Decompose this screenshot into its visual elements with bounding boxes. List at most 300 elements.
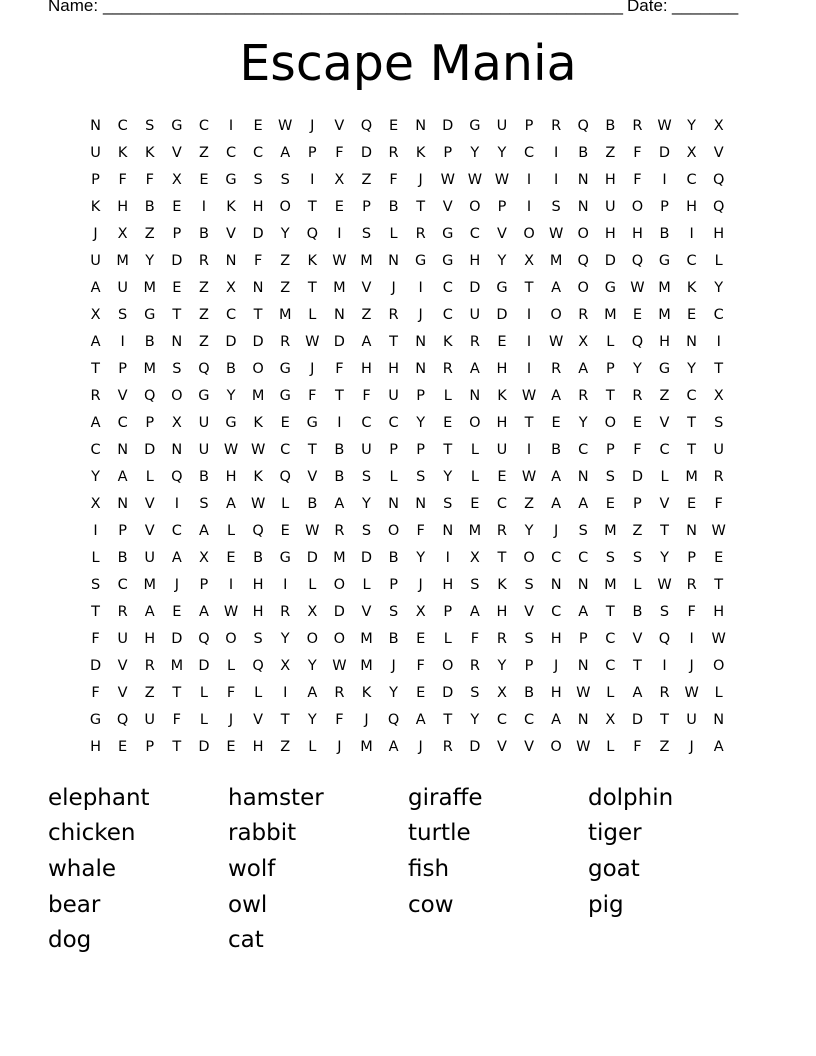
grid-letter[interactable]: U [388, 387, 399, 404]
grid-letter[interactable]: B [578, 144, 589, 161]
grid-letter[interactable]: Y [497, 657, 507, 674]
grid-letter[interactable]: Y [280, 225, 290, 242]
grid-letter[interactable]: T [91, 603, 100, 620]
grid-letter[interactable]: E [199, 171, 209, 188]
grid-letter[interactable]: N [388, 495, 399, 512]
grid-letter[interactable]: L [660, 468, 669, 485]
grid-letter[interactable]: N [415, 360, 427, 377]
grid-letter[interactable]: S [416, 468, 426, 485]
grid-letter[interactable]: Q [712, 198, 725, 215]
grid-letter[interactable]: S [578, 522, 588, 539]
grid-letter[interactable]: H [252, 576, 264, 593]
grid-letter[interactable]: B [117, 549, 128, 566]
grid-letter[interactable]: Y [497, 144, 507, 161]
grid-letter[interactable]: W [305, 333, 320, 350]
grid-letter[interactable]: E [551, 414, 561, 431]
grid-letter[interactable]: C [117, 414, 128, 431]
grid-letter[interactable]: V [361, 279, 372, 296]
grid-letter[interactable]: D [658, 144, 671, 161]
grid-letter[interactable]: G [198, 387, 210, 404]
grid-letter[interactable]: F [335, 144, 344, 161]
grid-letter[interactable]: Q [198, 630, 210, 647]
grid-letter[interactable]: X [90, 495, 101, 512]
grid-letter[interactable]: S [361, 225, 372, 242]
grid-letter[interactable]: T [524, 414, 534, 431]
grid-letter[interactable]: P [605, 360, 615, 377]
grid-letter[interactable]: I [526, 171, 532, 188]
grid-letter[interactable]: M [333, 279, 346, 296]
grid-letter[interactable]: P [145, 414, 155, 431]
grid-letter[interactable]: Z [198, 279, 209, 296]
grid-letter[interactable]: H [388, 360, 400, 377]
grid-letter[interactable]: M [278, 306, 292, 323]
grid-letter[interactable]: A [90, 414, 101, 431]
grid-letter[interactable]: G [469, 117, 481, 134]
grid-letter[interactable]: W [657, 117, 672, 134]
grid-letter[interactable]: O [577, 279, 589, 296]
grid-letter[interactable]: Q [360, 117, 373, 134]
grid-letter[interactable]: W [494, 171, 510, 188]
date-field[interactable]: _______ [672, 0, 739, 15]
grid-letter[interactable]: H [550, 684, 562, 701]
grid-letter[interactable]: Y [687, 360, 697, 377]
grid-letter[interactable]: B [198, 468, 209, 485]
grid-letter[interactable]: S [470, 576, 480, 593]
grid-letter[interactable]: V [307, 468, 318, 485]
grid-letter[interactable]: I [93, 522, 98, 539]
grid-letter[interactable]: H [604, 225, 616, 242]
grid-letter[interactable]: W [548, 225, 564, 242]
grid-letter[interactable]: R [415, 225, 426, 242]
grid-letter[interactable]: S [714, 414, 724, 431]
grid-letter[interactable]: H [686, 198, 698, 215]
grid-letter[interactable]: C [523, 711, 535, 728]
grid-letter[interactable]: W [278, 117, 293, 134]
grid-letter[interactable]: L [389, 225, 398, 242]
grid-letter[interactable]: T [660, 522, 669, 539]
grid-letter[interactable]: W [521, 387, 537, 404]
grid-letter[interactable]: D [306, 549, 318, 566]
grid-letter[interactable]: N [415, 495, 427, 512]
grid-letter[interactable]: Y [578, 414, 588, 431]
grid-letter[interactable]: D [333, 603, 345, 620]
grid-letter[interactable]: O [469, 414, 481, 431]
grid-letter[interactable]: Z [632, 522, 643, 539]
grid-letter[interactable]: R [144, 657, 155, 674]
grid-letter[interactable]: T [91, 360, 100, 377]
grid-letter[interactable]: S [199, 495, 209, 512]
grid-letter[interactable]: J [554, 657, 559, 674]
grid-letter[interactable]: R [578, 387, 589, 404]
grid-letter[interactable]: O [171, 387, 183, 404]
grid-letter[interactable]: D [631, 711, 643, 728]
grid-letter[interactable]: C [198, 117, 209, 134]
grid-letter[interactable]: K [226, 198, 236, 215]
grid-letter[interactable]: B [144, 198, 155, 215]
grid-letter[interactable]: Y [497, 252, 507, 269]
grid-letter[interactable]: F [470, 630, 480, 647]
grid-letter[interactable]: S [280, 171, 290, 188]
grid-letter[interactable]: I [554, 171, 559, 188]
grid-letter[interactable]: Q [252, 522, 264, 539]
grid-letter[interactable]: I [716, 333, 721, 350]
grid-letter[interactable]: A [226, 495, 236, 512]
grid-letter[interactable]: H [252, 603, 264, 620]
grid-letter[interactable]: N [469, 387, 481, 404]
grid-letter[interactable]: R [442, 738, 453, 755]
grid-letter[interactable]: S [90, 576, 101, 593]
grid-letter[interactable]: B [334, 441, 345, 458]
grid-letter[interactable]: X [469, 549, 480, 566]
grid-letter[interactable]: K [144, 144, 155, 161]
grid-letter[interactable]: R [469, 657, 480, 674]
grid-letter[interactable]: U [496, 441, 508, 458]
name-field[interactable]: _______________________________________________________ [103, 0, 624, 15]
grid-letter[interactable]: O [279, 198, 291, 215]
grid-letter[interactable]: F [253, 252, 263, 269]
grid-letter[interactable]: B [226, 360, 236, 377]
grid-letter[interactable]: T [687, 414, 697, 431]
grid-letter[interactable]: G [415, 252, 427, 269]
grid-letter[interactable]: S [605, 468, 615, 485]
grid-letter[interactable]: N [577, 198, 589, 215]
grid-letter[interactable]: Q [306, 225, 318, 242]
grid-letter[interactable]: D [442, 684, 454, 701]
grid-letter[interactable]: T [280, 711, 290, 728]
grid-letter[interactable]: C [605, 657, 616, 674]
grid-letter[interactable]: I [526, 360, 532, 377]
grid-letter[interactable]: O [712, 657, 725, 674]
grid-letter[interactable]: P [524, 117, 534, 134]
grid-letter[interactable]: I [689, 225, 694, 242]
grid-letter[interactable]: E [497, 333, 507, 350]
grid-letter[interactable]: X [415, 603, 426, 620]
grid-letter[interactable]: V [524, 603, 534, 620]
grid-letter[interactable]: A [713, 738, 724, 755]
grid-letter[interactable]: C [496, 495, 508, 512]
grid-letter[interactable]: F [91, 630, 100, 647]
grid-letter[interactable]: U [90, 252, 101, 269]
grid-letter[interactable]: K [361, 684, 372, 701]
grid-letter[interactable]: I [283, 576, 288, 593]
grid-letter[interactable]: Y [416, 414, 426, 431]
grid-letter[interactable]: R [632, 387, 643, 404]
grid-letter[interactable]: T [307, 198, 317, 215]
grid-letter[interactable]: J [554, 522, 559, 539]
grid-letter[interactable]: K [90, 198, 101, 215]
grid-letter[interactable]: L [254, 684, 263, 701]
grid-letter[interactable]: Y [443, 468, 453, 485]
grid-letter[interactable]: A [361, 333, 372, 350]
grid-letter[interactable]: V [171, 144, 182, 161]
grid-letter[interactable]: T [334, 387, 344, 404]
grid-letter[interactable]: R [117, 603, 128, 620]
grid-letter[interactable]: Q [577, 252, 589, 269]
grid-letter[interactable]: I [526, 198, 532, 215]
grid-letter[interactable]: W [467, 171, 483, 188]
grid-letter[interactable]: E [443, 414, 453, 431]
grid-letter[interactable]: T [416, 198, 426, 215]
grid-letter[interactable]: C [551, 603, 562, 620]
grid-letter[interactable]: S [361, 468, 372, 485]
grid-letter[interactable]: U [605, 198, 616, 215]
grid-letter[interactable]: L [443, 630, 452, 647]
grid-letter[interactable]: H [496, 360, 508, 377]
grid-letter[interactable]: F [226, 684, 236, 701]
grid-letter[interactable]: B [605, 117, 616, 134]
grid-letter[interactable]: X [90, 306, 101, 323]
grid-letter[interactable]: R [469, 333, 480, 350]
grid-letter[interactable]: A [469, 360, 480, 377]
grid-letter[interactable]: A [307, 684, 318, 701]
grid-letter[interactable]: J [418, 306, 423, 323]
grid-letter[interactable]: U [144, 711, 156, 728]
grid-letter[interactable]: I [526, 441, 532, 458]
grid-letter[interactable]: E [253, 117, 263, 134]
grid-letter[interactable]: D [442, 117, 454, 134]
grid-letter[interactable]: S [524, 630, 534, 647]
grid-letter[interactable]: J [174, 576, 179, 593]
grid-letter[interactable]: C [713, 306, 724, 323]
grid-letter[interactable]: Q [171, 468, 183, 485]
grid-letter[interactable]: S [443, 495, 453, 512]
grid-letter[interactable]: Q [144, 387, 156, 404]
grid-letter[interactable]: N [577, 468, 589, 485]
grid-letter[interactable]: Q [631, 333, 644, 350]
grid-letter[interactable]: N [171, 333, 183, 350]
grid-letter[interactable]: W [711, 630, 726, 647]
grid-letter[interactable]: T [605, 603, 615, 620]
grid-letter[interactable]: Z [361, 171, 372, 188]
grid-letter[interactable]: S [361, 522, 372, 539]
grid-letter[interactable]: D [89, 657, 102, 674]
grid-letter[interactable]: Z [605, 144, 616, 161]
grid-letter[interactable]: W [223, 603, 239, 620]
grid-letter[interactable]: T [172, 738, 182, 755]
grid-letter[interactable]: I [554, 144, 559, 161]
grid-letter[interactable]: E [280, 522, 290, 539]
grid-letter[interactable]: R [632, 117, 643, 134]
grid-letter[interactable]: R [496, 630, 507, 647]
grid-letter[interactable]: T [307, 441, 317, 458]
grid-letter[interactable]: F [335, 711, 344, 728]
grid-letter[interactable]: R [90, 387, 101, 404]
grid-letter[interactable]: J [689, 738, 694, 755]
grid-letter[interactable]: J [689, 657, 694, 674]
grid-letter[interactable]: L [389, 468, 398, 485]
grid-letter[interactable]: K [307, 252, 318, 269]
grid-letter[interactable]: V [496, 225, 507, 242]
grid-letter[interactable]: N [90, 117, 101, 134]
grid-letter[interactable]: C [442, 279, 453, 296]
grid-letter[interactable]: L [362, 576, 371, 593]
grid-letter[interactable]: K [686, 279, 697, 296]
grid-letter[interactable]: C [605, 630, 616, 647]
grid-letter[interactable]: Y [389, 684, 398, 701]
grid-letter[interactable]: V [226, 225, 236, 242]
grid-letter[interactable]: V [659, 495, 670, 512]
grid-letter[interactable]: N [171, 441, 183, 458]
grid-letter[interactable]: A [551, 279, 562, 296]
grid-letter[interactable]: N [713, 711, 725, 728]
grid-letter[interactable]: F [633, 171, 642, 188]
grid-letter[interactable]: C [686, 252, 697, 269]
grid-letter[interactable]: H [713, 603, 725, 620]
grid-letter[interactable]: T [389, 333, 398, 350]
grid-letter[interactable]: N [415, 117, 427, 134]
grid-letter[interactable]: T [714, 360, 724, 377]
grid-letter[interactable]: Y [362, 495, 371, 512]
grid-letter[interactable]: W [711, 522, 726, 539]
grid-letter[interactable]: N [577, 657, 589, 674]
grid-letter[interactable]: C [686, 171, 697, 188]
grid-letter[interactable]: Z [280, 279, 291, 296]
grid-letter[interactable]: R [442, 360, 453, 377]
grid-letter[interactable]: H [604, 171, 616, 188]
grid-letter[interactable]: V [442, 198, 453, 215]
grid-letter[interactable]: H [442, 576, 454, 593]
grid-letter[interactable]: Q [387, 711, 400, 728]
grid-letter[interactable]: S [524, 576, 534, 593]
grid-letter[interactable]: O [523, 225, 535, 242]
grid-letter[interactable]: G [279, 360, 291, 377]
grid-letter[interactable]: S [605, 549, 615, 566]
grid-letter[interactable]: C [469, 225, 480, 242]
grid-letter[interactable]: N [442, 522, 454, 539]
grid-letter[interactable]: S [659, 603, 670, 620]
grid-letter[interactable]: L [714, 252, 723, 269]
grid-letter[interactable]: H [252, 198, 264, 215]
grid-letter[interactable]: E [226, 738, 236, 755]
grid-letter[interactable]: B [524, 684, 535, 701]
grid-letter[interactable]: D [144, 441, 156, 458]
grid-letter[interactable]: Y [280, 630, 290, 647]
grid-letter[interactable]: A [198, 522, 209, 539]
grid-letter[interactable]: D [252, 225, 264, 242]
grid-letter[interactable]: E [416, 684, 426, 701]
grid-letter[interactable]: G [496, 279, 508, 296]
grid-letter[interactable]: N [252, 279, 264, 296]
grid-letter[interactable]: L [199, 711, 208, 728]
grid-letter[interactable]: Z [144, 225, 155, 242]
grid-letter[interactable]: X [171, 414, 182, 431]
grid-letter[interactable]: C [253, 144, 264, 161]
grid-letter[interactable]: V [361, 603, 372, 620]
grid-letter[interactable]: F [362, 387, 371, 404]
grid-letter[interactable]: M [143, 279, 156, 296]
grid-letter[interactable]: E [497, 468, 507, 485]
grid-letter[interactable]: P [389, 576, 398, 593]
grid-letter[interactable]: R [280, 603, 291, 620]
grid-letter[interactable]: D [469, 738, 481, 755]
grid-letter[interactable]: A [632, 684, 643, 701]
grid-letter[interactable]: X [713, 387, 724, 404]
grid-letter[interactable]: S [253, 171, 263, 188]
grid-letter[interactable]: H [550, 630, 562, 647]
grid-letter[interactable]: G [306, 414, 318, 431]
grid-letter[interactable]: Z [198, 333, 209, 350]
grid-letter[interactable]: X [524, 252, 535, 269]
grid-letter[interactable]: Q [198, 360, 210, 377]
grid-letter[interactable]: D [198, 738, 210, 755]
grid-letter[interactable]: Q [279, 468, 291, 485]
grid-letter[interactable]: W [630, 279, 645, 296]
grid-letter[interactable]: S [172, 360, 182, 377]
grid-letter[interactable]: T [660, 711, 669, 728]
grid-letter[interactable]: E [172, 198, 182, 215]
grid-letter[interactable]: C [361, 414, 372, 431]
grid-letter[interactable]: M [116, 252, 129, 269]
grid-letter[interactable]: M [360, 657, 373, 674]
grid-letter[interactable]: A [198, 603, 209, 620]
grid-letter[interactable]: W [576, 738, 591, 755]
grid-letter[interactable]: Z [659, 738, 670, 755]
grid-letter[interactable]: A [280, 144, 291, 161]
grid-letter[interactable]: E [172, 603, 182, 620]
grid-letter[interactable]: P [307, 144, 317, 161]
grid-letter[interactable]: H [252, 738, 264, 755]
grid-letter[interactable]: Z [144, 684, 155, 701]
grid-letter[interactable]: N [333, 306, 345, 323]
grid-letter[interactable]: I [662, 171, 667, 188]
grid-letter[interactable]: N [577, 576, 589, 593]
grid-letter[interactable]: O [523, 549, 535, 566]
grid-letter[interactable]: R [496, 522, 507, 539]
grid-letter[interactable]: N [577, 171, 589, 188]
grid-letter[interactable]: F [714, 495, 723, 512]
grid-letter[interactable]: E [226, 549, 236, 566]
grid-letter[interactable]: B [632, 603, 643, 620]
grid-letter[interactable]: E [280, 414, 290, 431]
grid-letter[interactable]: H [496, 414, 508, 431]
grid-letter[interactable]: L [714, 684, 723, 701]
grid-letter[interactable]: W [223, 441, 239, 458]
grid-letter[interactable]: U [469, 306, 481, 323]
grid-letter[interactable]: R [686, 576, 697, 593]
grid-letter[interactable]: B [551, 441, 562, 458]
grid-letter[interactable]: P [497, 198, 507, 215]
grid-letter[interactable]: Q [116, 711, 129, 728]
grid-letter[interactable]: R [334, 522, 345, 539]
grid-letter[interactable]: S [388, 603, 399, 620]
grid-letter[interactable]: T [497, 549, 507, 566]
grid-letter[interactable]: J [228, 711, 234, 728]
grid-letter[interactable]: F [633, 144, 642, 161]
grid-letter[interactable]: Y [524, 522, 534, 539]
grid-letter[interactable]: Y [91, 468, 100, 485]
grid-letter[interactable]: I [337, 414, 342, 431]
grid-letter[interactable]: J [310, 360, 315, 377]
grid-letter[interactable]: I [689, 630, 694, 647]
grid-letter[interactable]: V [117, 684, 128, 701]
grid-letter[interactable]: X [280, 657, 291, 674]
grid-letter[interactable]: S [118, 306, 128, 323]
grid-letter[interactable]: L [226, 657, 236, 674]
grid-letter[interactable]: M [333, 549, 346, 566]
grid-letter[interactable]: E [388, 117, 399, 134]
grid-letter[interactable]: U [198, 414, 210, 431]
grid-letter[interactable]: A [144, 603, 155, 620]
grid-letter[interactable]: S [551, 198, 561, 215]
grid-letter[interactable]: C [442, 306, 453, 323]
grid-letter[interactable]: Q [658, 630, 671, 647]
grid-letter[interactable]: L [443, 387, 452, 404]
grid-letter[interactable]: X [117, 225, 128, 242]
grid-letter[interactable]: G [442, 225, 454, 242]
grid-letter[interactable]: W [332, 657, 347, 674]
grid-letter[interactable]: O [252, 360, 264, 377]
grid-letter[interactable]: W [521, 468, 537, 485]
